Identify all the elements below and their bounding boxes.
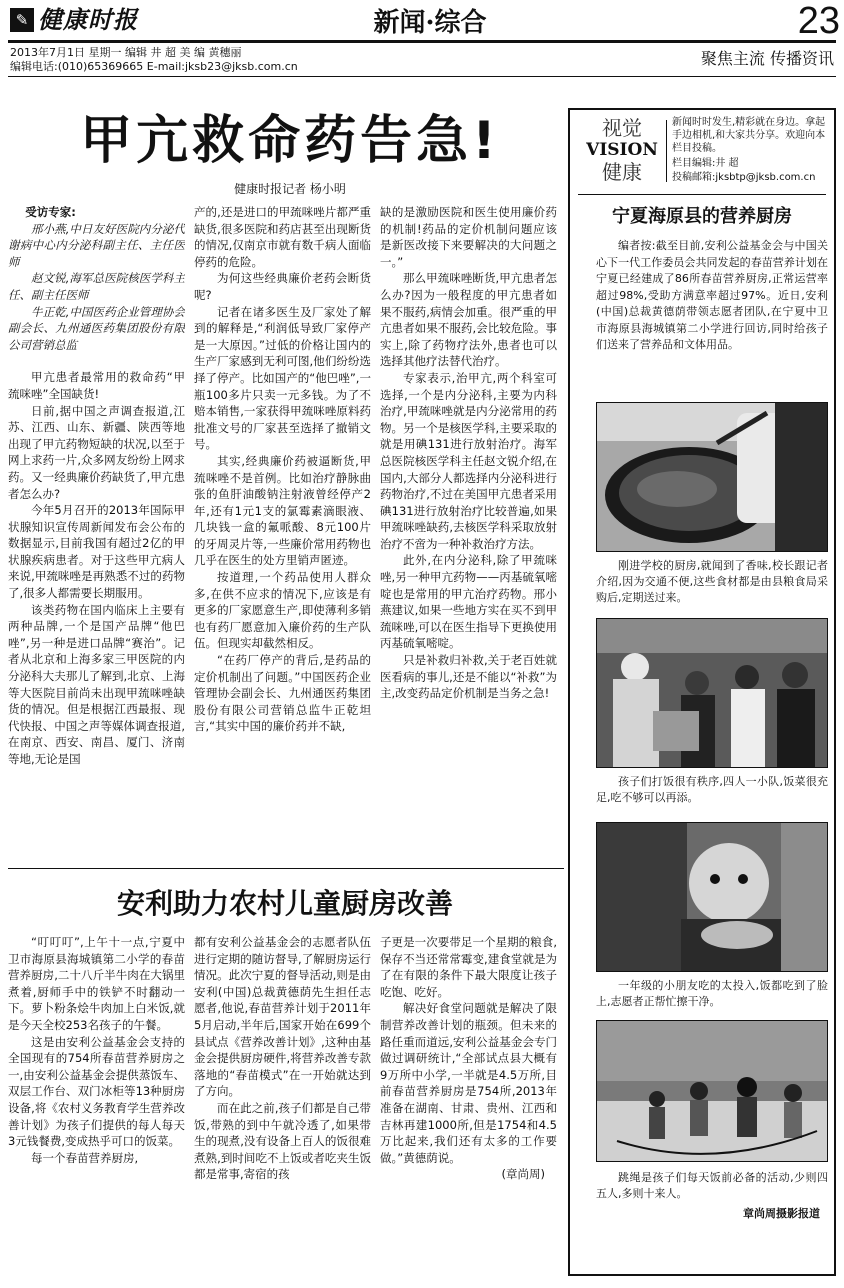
slogan: 聚焦主流 传播资讯	[700, 49, 834, 68]
sidebar-rule	[578, 194, 826, 195]
paragraph: 缺的是激励医院和医生使用廉价药的机制!药品的定价机制问题应该是新医改接下来要解决的大问题之一。”	[380, 205, 557, 269]
expert-info: 牛正乾,中国医药企业管理协会副会长、九州通医药集团股份有限公司营销总监	[8, 304, 185, 352]
article-amway-kitchen	[0, 870, 570, 1288]
paragraph: 按道理,一个药品使用人群众多,在供不应求的情况下,应该是有更多的厂家愿意生产,即使薄利多销也有药厂愿意加入廉价药的生产队伍。但现实却截然相反。	[194, 570, 371, 651]
paragraph: 解决好食堂问题就是解决了限制营养改善计划的瓶颈。但未来的路任重而道远,安利公益基金会专门做过调研统计,“全部试点县大概有9万所中小学,一半就是4.5万所,目前春苗营养厨房是754所,2013年准备在湖南、甘肃、贵州、江西和吉林再建1000所,但是1754和4.5万比起来,我们还有太多的工作要做。”黄德荫说。	[380, 1001, 557, 1165]
photo-caption: 跳绳是孩子们每天饭前必备的活动,少则四五人,多则十来人。	[596, 1171, 828, 1200]
paragraph: 甲亢患者最常用的救命药“甲巯咪唑”全国缺货!	[8, 370, 185, 401]
vision-cn-bottom: 健康	[602, 160, 642, 184]
photo-caption: 孩子们打饭很有秩序,四人一小队,饭菜很充足,吃不够可以再添。	[596, 775, 828, 804]
paragraph: 只是补救归补救,关于老百姓就医看病的事儿,还是不能以“补救”为主,改变药品定价机制是当务之急!	[380, 653, 557, 701]
expert-info: 赵文锐,海军总医院核医学科主任、副主任医师	[8, 271, 185, 302]
masthead-rule	[8, 40, 836, 43]
vision-cn-top: 视觉	[602, 116, 642, 140]
jump-rope-photo	[596, 1020, 828, 1162]
photo-caption: 刚进学校的厨房,就闻到了香味,校长跟记者介绍,因为交通不便,这些食材都是由县粮食局采购后,定期送过来。	[596, 559, 828, 604]
child-eating-photo	[596, 822, 828, 972]
vision-logo	[582, 116, 662, 184]
contact-line: 编辑电话:(010)65369665 E-mail:jksb23@jksb.com.cn	[10, 60, 298, 73]
signoff: (章尚周)	[501, 1167, 545, 1182]
sidebar-headline: 宁夏海原县的营养厨房	[612, 206, 792, 227]
kitchen-wok-photo	[596, 402, 828, 552]
photo-credit: 章尚周摄影报道	[743, 1207, 820, 1220]
paragraph: “在药厂停产的背后,是药品的定价机制出了问题。”中国医药企业管理协会副会长、九州通医药集团股份有限公司营销总监牛正乾坦言,“其实中国的廉价药并不缺,	[194, 653, 371, 734]
paragraph: 记者在诸多医生及厂家处了解到的解释是,“利润低导致厂家停产是一大原因。”过低的价格让国内的生产厂家感到无利可图,他们纷纷选择了停产。比如国产的“他巴唑”,一瓶100多片只卖一元多钱。为了不赔本销售,一家获得甲巯咪唑原料药批准文号的厂家甚至选择了撤销文号。	[194, 304, 371, 452]
paragraph: 今年5月召开的2013年国际甲状腺知识宣传周新闻发布会公布的数据显示,目前我国有超过2亿的甲状腺疾病患者。对于这些甲亢病人来说,甲巯咪唑是再熟悉不过的药物了,很多人都需要长期服用。	[8, 503, 185, 601]
article-drug-shortage	[0, 80, 570, 870]
article-column-3	[380, 204, 557, 872]
article-column-3	[380, 934, 557, 1270]
paragraph: 子更是一次要带足一个星期的粮食,保存不当还常常霉变,建食堂就是为了在有限的条件下最大限度让孩子吃饱、吃好。	[380, 935, 557, 999]
headline: 安利助力农村儿童厨房改善	[116, 887, 453, 920]
logo-mark-icon: ✎	[10, 8, 34, 32]
page-number: 23	[797, 0, 840, 42]
paragraph: 专家表示,治甲亢,两个科室可选择,一个是内分泌科,主要为内科治疗,甲巯咪唑就是内分泌常用的药物。另一个是核医学科,主要采取的就是用碘131进行放射治疗。海军总医院核医学科主任赵文锐介绍,在国内,大部分人都选择内分泌科进行药物治疗,不过在美国甲亢患者采用碘131进行放射治疗比较普遍,如果甲巯咪唑缺药,去核医学科采取放射治疗不啻为一种补救治疗方法。	[380, 370, 557, 551]
masthead	[0, 0, 844, 78]
masthead-bottom-rule	[8, 76, 836, 77]
newspaper-logo	[10, 4, 138, 34]
column-editor: 栏目编辑:井 超	[672, 158, 739, 169]
editor-note: 编者按:截至目前,安利公益基金会与中国关心下一代工作委员会共同发起的春苗营养计划在宁夏已经建成了86所春苗营养厨房,正常运营率超过98%,受助方满意率超过97%。近日,安利(中国)总裁黄德荫带领志愿者团队,在宁夏中卫市海原县海城镇第二小学进行回访,同时给孩子们送来了营养品和文体用品。	[596, 239, 828, 351]
vision-en: VISION	[586, 140, 658, 160]
article-column-1	[8, 204, 185, 872]
article-column-1	[8, 934, 185, 1270]
logo-text: 健康时报	[38, 4, 138, 34]
paragraph: 其实,经典廉价药被逼断货,甲巯咪唑不是首例。比如治疗静脉曲张的鱼肝油酸钠注射液曾经停产2年,还有1元1支的氯霉素滴眼液、几块钱一盒的氟哌酸、8元100片的牙周灵片等,一些廉价常用药物也几乎在医生的处方里销声匿迹。	[194, 453, 371, 568]
date-line: 2013年7月1日 星期一 编辑 井 超 美 编 黄穗丽	[10, 46, 242, 59]
paragraph: 而在此之前,孩子们都是自己带饭,带熟的到中午就冷透了,如果带生的现煮,没有设备上百人的饭很难煮熟,到时间吃不上饭或者吃夹生饭都是常事,寄宿的孩	[194, 1100, 371, 1182]
column-intro: 新闻时时发生,精彩就在身边。拿起手边相机,和大家共分享。欢迎向本栏目投稿。	[672, 117, 826, 154]
paragraph: 这是由安利公益基金会支持的全国现有的754所春苗营养厨房之一,由安利公益基金会提供蒸饭车、双层工作台、双门冰柜等13种厨房设备,将《农村义务教育学生营养改善计划》为孩子们提供的每人每天3元钱餐费,变成热乎可口的饭菜。	[8, 1034, 185, 1149]
column-email: 投稿邮箱:jksbtp@jksb.com.cn	[672, 172, 816, 183]
byline: 健康时报记者 杨小明	[234, 182, 346, 196]
photo-caption: 一年级的小朋友吃的太投入,饭都吃到了脸上,志愿者正帮忙擦干净。	[596, 979, 828, 1008]
children-queue-photo	[596, 618, 828, 768]
paragraph: 此外,在内分泌科,除了甲巯咪唑,另一种甲亢药物——丙基硫氧嘧啶也是常用的甲亢治疗药物。邢小燕建议,如果一些地方实在买不到甲巯咪唑,可以在医生指导下更换使用丙基硫氧嘧啶。	[380, 553, 557, 651]
paragraph: 日前,据中国之声调查报道,江苏、江西、山东、新疆、陕西等地出现了甲亢药物短缺的状况,以至于网上求药一片,众多网友纷纷上网求药。又一经典廉价药缺货了,甲亢患者怎么办?	[8, 403, 185, 501]
paragraph: 每一个春苗营养厨房,	[31, 1150, 139, 1165]
expert-heading: 受访专家:	[25, 205, 76, 219]
expert-info: 邢小燕,中日友好医院内分泌代谢病中心内分泌科副主任、主任医师	[8, 221, 185, 269]
article-column-2	[194, 934, 371, 1270]
paragraph: 都有安利公益基金会的志愿者队伍进行定期的随访督导,了解厨房运行情况。此次宁夏的督导活动,则是由安利(中国)总裁黄德荫先生担任志愿者,他说,春苗营养计划于2011年5月启动,半年后,国家开始在699个县试点《营养改善计划》,这种由基金会提供厨房硬件,将营养改善专款落地的“春苗模式”在一开始就达到了方向。	[194, 935, 371, 1099]
paragraph: “叮叮叮”,上午十一点,宁夏中卫市海原县海城镇第二小学的春苗营养厨房,二十八斤半牛肉在大锅里煮着,厨师手中的铁铲不时翻动一下。萝卜粉条烩牛肉加上白米饭,就是今天全校253名孩子的午餐。	[8, 935, 185, 1032]
paragraph: 该类药物在国内临床上主要有两种品牌,一个是国产品牌“他巴唑”,另一种是进口品牌“赛治”。记者从北京和上海多家三甲医院的内分泌科大夫那儿了解到,北京、上海等大医院目前尚未出现甲巯咪唑缺货的情况。但是根据江西最报、现代快报、中国之声等媒体调查报道,在南京、西安、南昌、厦门、济南等地,无论是国	[8, 602, 185, 766]
paragraph: 为何这些经典廉价老药会断货呢?	[194, 271, 371, 302]
vision-sidebar	[568, 108, 836, 1276]
vision-logo-divider	[666, 120, 667, 182]
paragraph: 那么甲巯咪唑断货,甲亢患者怎么办?因为一般程度的甲亢患者如果不服药,病情会加重。很严重的甲亢患者如果不服药,会比较危险。事实上,除了药物疗法外,患者也可以选择其他疗法替代治疗。	[380, 271, 557, 369]
paragraph: 产的,还是进口的甲巯咪唑片都严重缺货,很多医院和药店甚至出现断货的情况,仅南京市就有数千病人面临停药的危险。	[194, 205, 371, 269]
headline: 甲亢救命药告急!	[80, 111, 500, 171]
section-title: 新闻·综合	[373, 8, 487, 38]
article-divider	[8, 868, 564, 869]
article-column-2	[194, 204, 371, 872]
